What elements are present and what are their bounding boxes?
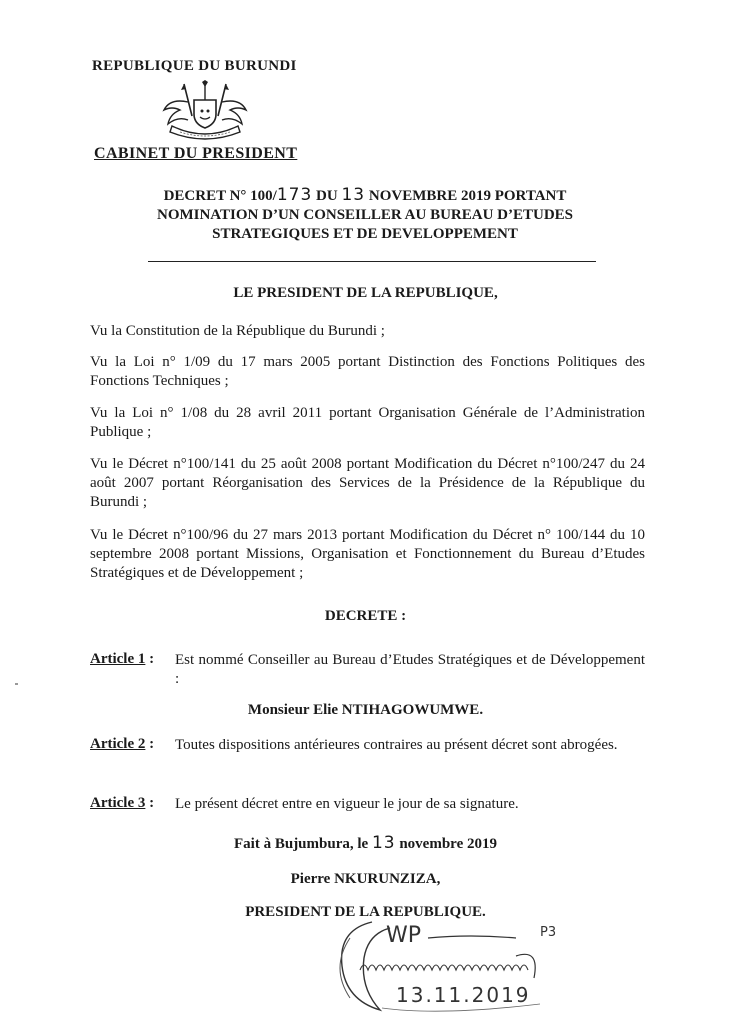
- decrete-heading: DECRETE :: [324, 608, 407, 624]
- decree-title: [80, 186, 650, 244]
- republic-header: REPUBLIQUE DU BURUNDI: [92, 58, 297, 74]
- signed-place-date: Fait à Bujumbura, le 13 novembre 2019: [234, 833, 497, 853]
- handwritten-decree-number: 173: [276, 185, 313, 205]
- signature-date: 13.11.2019: [396, 983, 531, 1007]
- cabinet-header: CABINET DU PRESIDENT: [94, 145, 298, 162]
- handwritten-signing-day: 13: [371, 833, 396, 853]
- consideration-5: Vu le Décret n°100/96 du 27 mars 2013 portant Modification du Décret n° 100/144 du 10 septembre 2008 portant Missions, Organisation et Fonctionnement du Bureau d’Etudes Stratégiques et de Développement ;: [90, 527, 645, 581]
- coat-of-arms-emblem: [162, 80, 248, 140]
- article-2-label: Article 2 :: [90, 736, 155, 752]
- signature-mark: P3: [540, 925, 557, 940]
- article-3-label: Article 3 :: [90, 795, 155, 811]
- article-1-text: Est nommé Conseiller au Bureau d’Etudes Stratégiques et de Développement :: [175, 652, 645, 687]
- handwritten-decree-day: 13: [341, 185, 366, 205]
- president-heading: LE PRESIDENT DE LA REPUBLIQUE,: [233, 285, 498, 301]
- article-3-text: Le présent décret entre en vigueur le jour de sa signature.: [175, 796, 519, 812]
- nominee-name: Monsieur Elie NTIHAGOWUMWE.: [247, 702, 484, 718]
- consideration-1: Vu la Constitution de la République du Burundi ;: [90, 323, 385, 339]
- consideration-3: Vu la Loi n° 1/08 du 28 avril 2011 portant Organisation Générale de l’Administration Publique ;: [90, 405, 645, 440]
- scan-speck: [15, 683, 18, 685]
- signature-initials: WP: [386, 923, 422, 948]
- decree-title-line3: STRATEGIQUES ET DE DEVELOPPEMENT: [212, 226, 518, 242]
- title-divider: [148, 261, 596, 262]
- handwritten-signature: [320, 908, 570, 1018]
- signer-title: PRESIDENT DE LA REPUBLIQUE.: [245, 904, 486, 920]
- signer-name: Pierre NKURUNZIZA,: [290, 871, 441, 887]
- consideration-4: Vu le Décret n°100/141 du 25 août 2008 portant Modification du Décret n°100/247 du 24 août 2007 portant Réorganisation des Services de la Présidence de la République du Burundi ;: [90, 456, 645, 510]
- article-2-text: Toutes dispositions antérieures contraires au présent décret sont abrogées.: [175, 737, 618, 753]
- article-1-label: Article 1 :: [90, 651, 155, 667]
- decree-title-line2: NOMINATION D’UN CONSEILLER AU BUREAU D’ETUDES: [156, 207, 574, 223]
- consideration-2: Vu la Loi n° 1/09 du 17 mars 2005 portant Distinction des Fonctions Politiques des Fonctions Techniques ;: [90, 354, 645, 389]
- decree-title-line1: DECRET N° 100/173 DU 13 NOVEMBRE 2019 PORTANT: [163, 185, 567, 205]
